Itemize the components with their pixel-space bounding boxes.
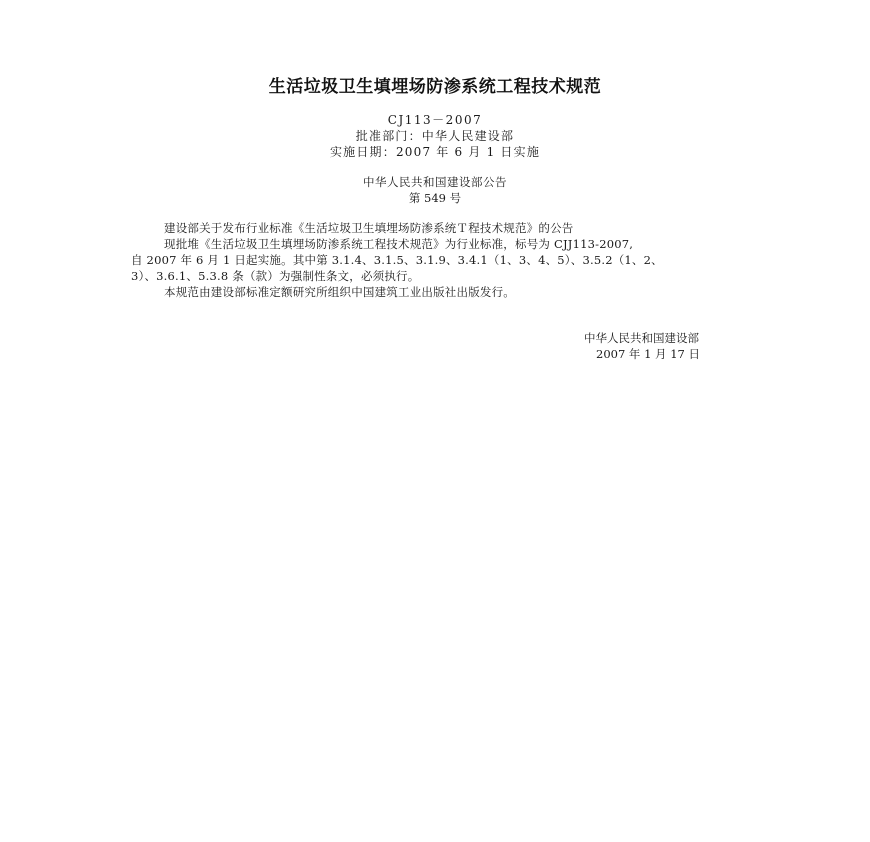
document-title: 生活垃圾卫生填埋场防渗系统工程技术规范 [268, 77, 602, 97]
paragraph-publication: 本规范由建设部标准定额研究所组织中国建筑工业出版社出版发行。 [164, 285, 515, 299]
approval-department: 批准部门：中华人民建设部 [355, 129, 515, 143]
paragraph-announcement: 建设部关于发布行业标准《生活垃圾卫生填埋场防渗系统Ｔ程技术规范》的公告 [164, 221, 574, 235]
notice-number: 第 549 号 [408, 191, 462, 205]
effective-date: 实施日期：2007 年 6 月 1 日实施 [329, 145, 541, 159]
notice-organization: 中华人民共和国建设部公告 [363, 175, 507, 189]
paragraph-approval-line-1: 现批堆《生活垃圾卫生填埋场防渗系统工程技术规范》为行业标准，标号为 CJJ113-2007, [164, 237, 634, 251]
paragraph-approval-line-3: 3）、3.6.1、5.3.8 条（款）为强制性条文，必须执行。 [131, 269, 420, 283]
signature-date: 2007 年 1 月 17 日 [596, 347, 700, 361]
standard-code: CJ113－2007 [387, 113, 483, 127]
signature-organization: 中华人民共和国建设部 [584, 331, 699, 345]
paragraph-approval-line-2: 自 2007 年 6 月 1 日起实施。其中第 3.1.4、3.1.5、3.1.9、3.4.1（1、3、4、5）、3.5.2（1、2、 [131, 253, 663, 267]
